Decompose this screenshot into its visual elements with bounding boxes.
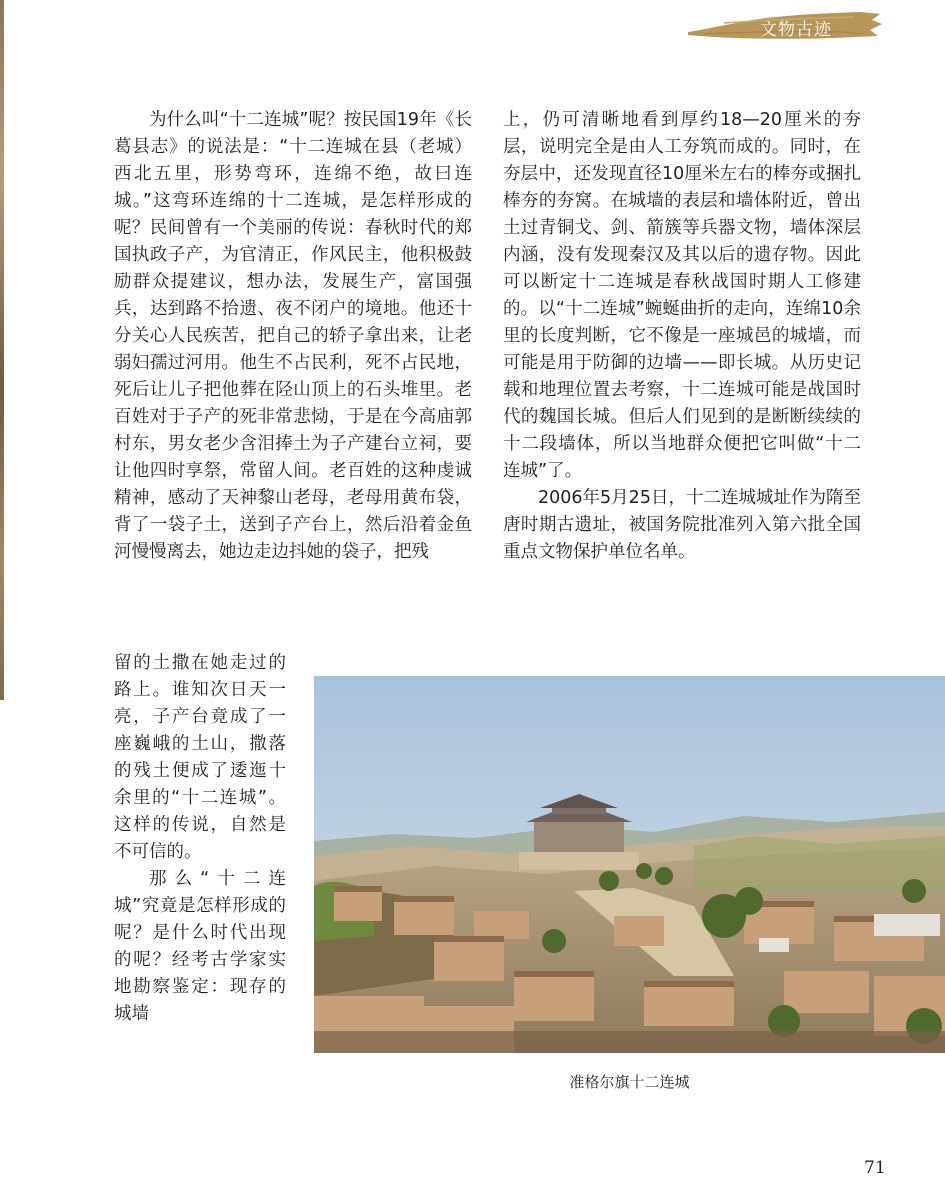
section-tag: [684, 8, 884, 44]
paragraph-archaeology: 上，仍可清晰地看到厚约18—20厘米的夯层，说明完全是由人工夯筑而成的。同时，在夯层中，还发现直径10厘米左右的棒夯或捆扎棒夯的夯窝。在城墙的表层和墙体附近，曾出土过青铜戈、剑、箭簇等兵器文物，墙体深层内涵，没有发现秦汉及其以后的遗存物。因此可以断定十二连城是春秋战国时期人工修建的。以“十二连城”蜿蜒曲折的走向，连绵10余里的长度判断，它不像是一座城邑的城墙，而可能是用于防御的边墙——即长城。从历史记载和地理位置去考察，十二连城可能是战国时代的魏国长城。但后人们见到的是断断续续的十二段墙体，所以当地群众便把它叫做“十二连城”了。: [503, 110, 861, 481]
page-edge-strip: [0, 0, 4, 700]
article-left-column: [114, 107, 472, 566]
article-left-narrow-column: [114, 650, 286, 1028]
paragraph-legend-end: 留的土撒在她走过的路上。谁知次日天一亮，子产台竟成了一座巍峨的土山，撒落的残土便成了逶迤十余里的“十二连城”。这样的传说，自然是不可信的。: [114, 653, 286, 862]
site-photo: [314, 676, 945, 1053]
loess-village-photo: [314, 676, 945, 1053]
article-right-column: [503, 107, 861, 566]
paragraph-origin-question: 那么“十二连城”究竟是怎样形成的呢？是什么时代出现的呢？经考古学家实地勘察鉴定：现存的城墙: [114, 869, 286, 1024]
page-number: 71: [864, 1158, 886, 1178]
paragraph-intro: 为什么叫“十二连城”呢？按民国19年《长葛县志》的说法是：“十二连城在县（老城）西北五里，形势弯环，连绵不绝，故曰连城。”这弯环连绵的十二连城，是怎样形成的呢？民间曾有一个美丽的传说：春秋时代的郑国执政子产，为官清正，作风民主，他积极鼓励群众提建议，想办法，发展生产，富国强兵，达到路不拾遗、夜不闭户的境地。他还十分关心人民疾苦，把自己的轿子拿出来，让老弱妇孺过河用。他生不占民利，死不占民地，死后让儿子把他葬在陉山顶上的石头堆里。老百姓对于子产的死非常悲恸，于是在今高庙郭村东，男女老少含泪捧土为子产建台立祠，要让他四时享祭，常留人间。老百姓的这种虔诚精神，感动了天神黎山老母，老母用黄布袋，背了一袋子土，送到子产台上，然后沿着金鱼河慢慢离去，她边走边抖她的袋子，把残: [114, 110, 472, 562]
photo-caption: 准格尔旗十二连城: [569, 1073, 690, 1091]
section-tag-label: 文物古迹: [760, 20, 832, 40]
paragraph-protection: 2006年5月25日，十二连城城址作为隋至唐时期古遗址，被国务院批准列入第六批全国重点文物保护单位名单。: [503, 488, 861, 562]
